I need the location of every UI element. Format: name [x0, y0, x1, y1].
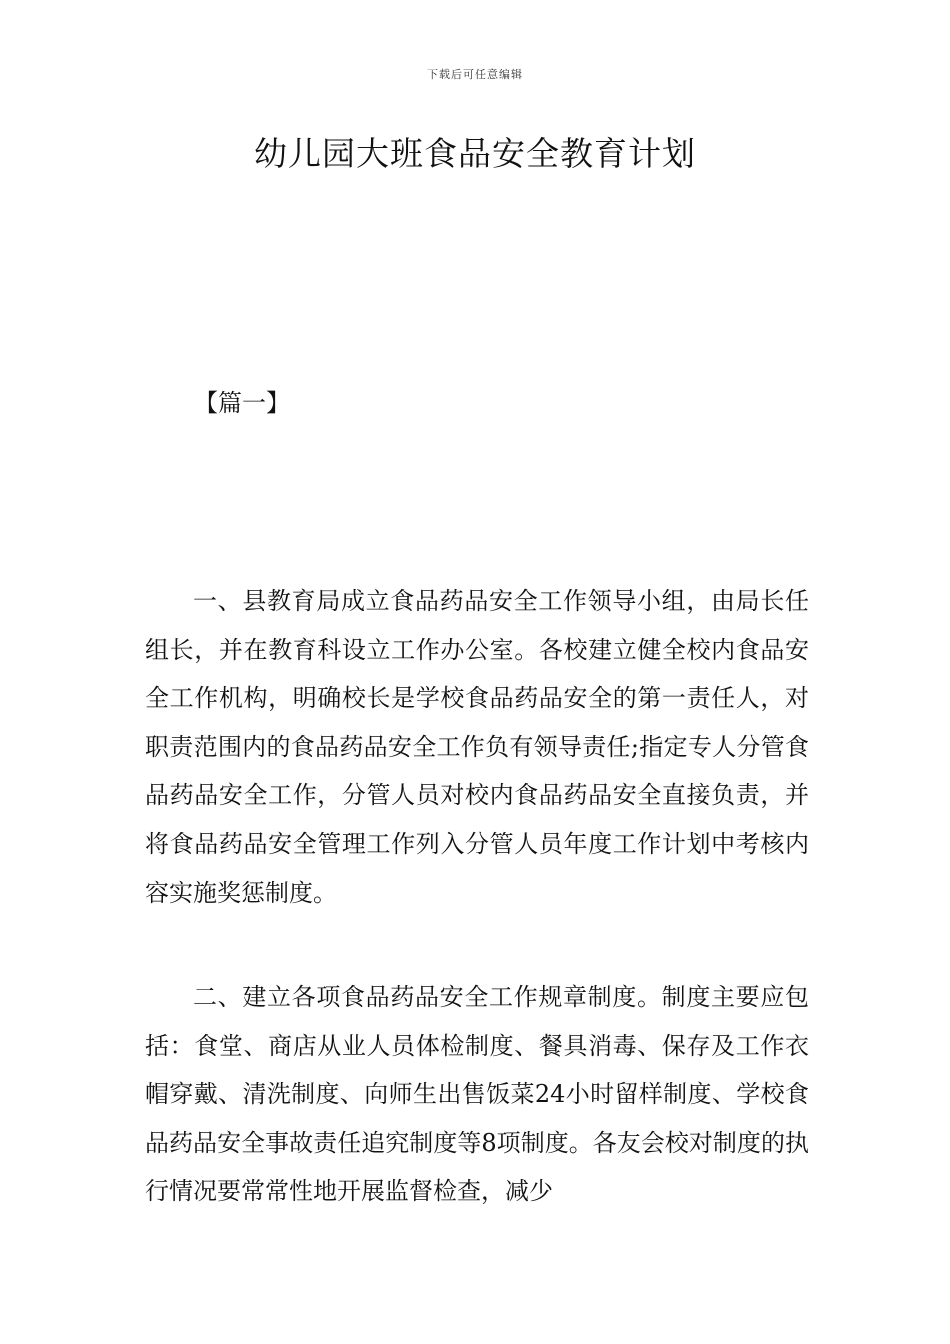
document-title: 幼儿园大班食品安全教育计划 — [254, 134, 696, 173]
paragraph-2: 二、建立各项食品药品安全工作规章制度。制度主要应包括：食堂、商店从业人员体检制度、餐具消毒、保存及工作衣帽穿戴、清洗制度、向师生出售饭菜24小时留样制度、学校食品药品安全事故责任追究制度等8项制度。各友会校对制度的执行情况要常常性地开展监督检查，减少 — [145, 983, 809, 1206]
paragraph-1: 一、县教育局成立食品药品安全工作领导小组，由局长任组长，并在教育科设立工作办公室。各校建立健全校内食品安全工作机构，明确校长是学校食品药品安全的第一责任人，对职责范围内的食品药品安全工作负有领导责任;指定专人分管食品药品安全工作，分管人员对校内食品药品安全直接负责，并将食品药品安全管理工作列入分管人员年度工作计划中考核内容实施奖惩制度。 — [145, 587, 809, 907]
section-label: 【篇一】 — [194, 389, 290, 417]
header-note: 下载后可任意编辑 — [427, 68, 523, 81]
